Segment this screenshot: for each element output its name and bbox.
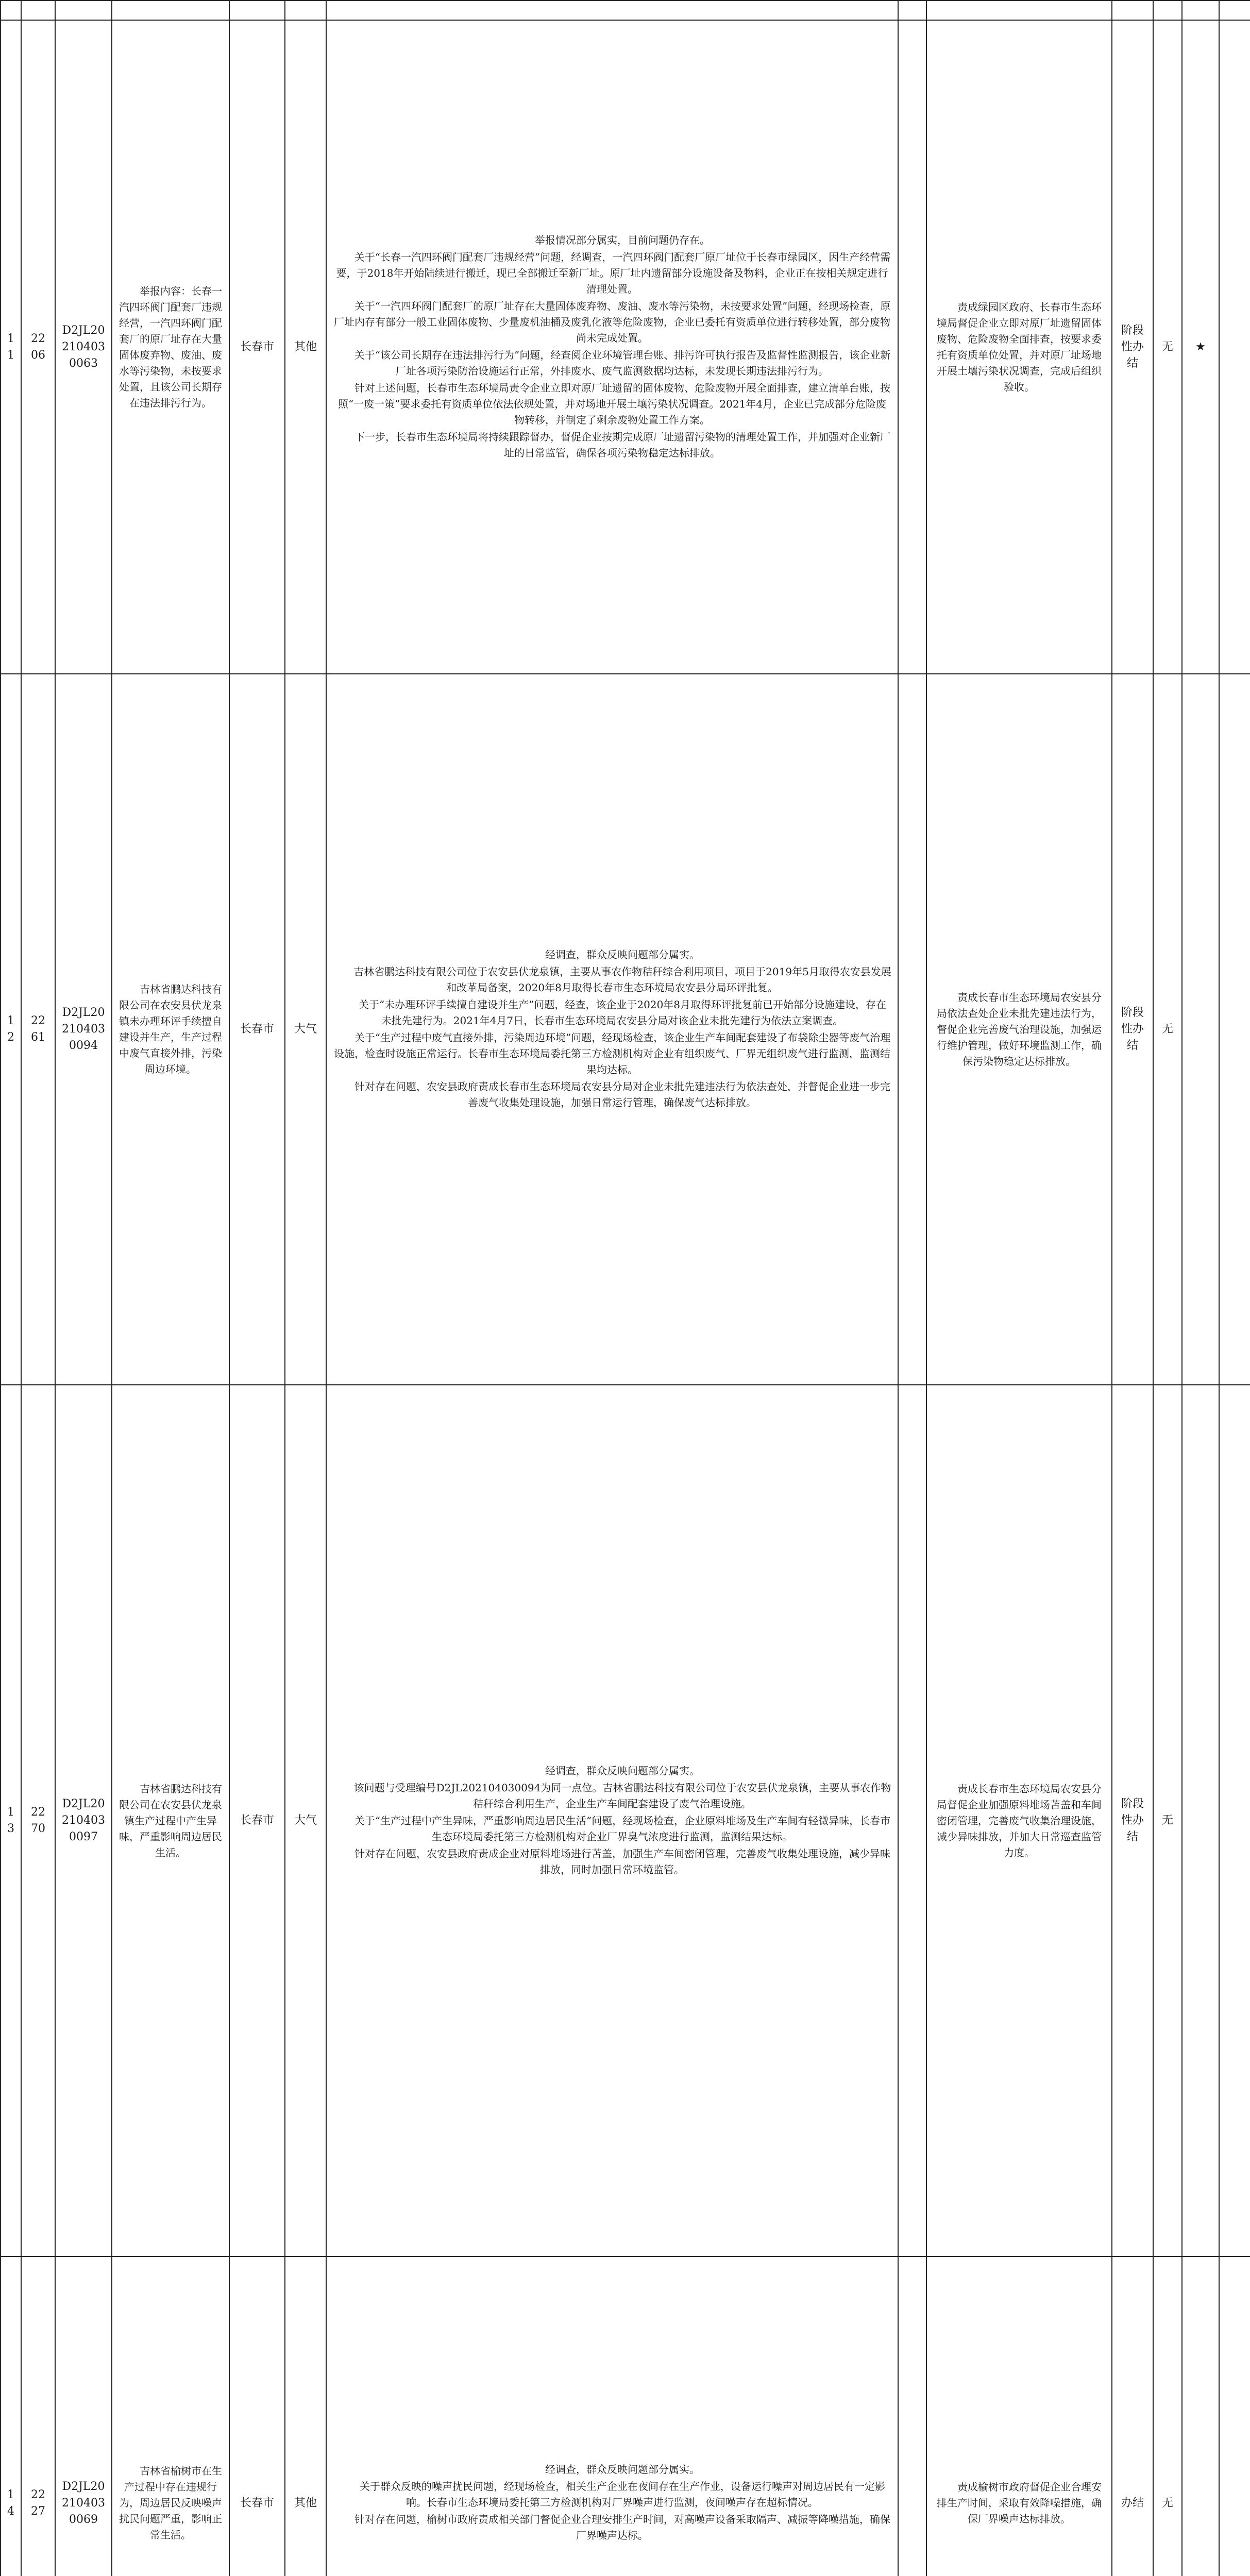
top-cell bbox=[55, 1, 112, 20]
top-cell bbox=[1153, 1, 1182, 20]
findings-paragraph: 针对存在问题，榆树市政府责成相关部门督促企业合理安排生产时间，对高噪声设备采取隔声、减振等降噪措施，确保厂界噪声达标。 bbox=[354, 2513, 890, 2542]
pollution-type: 其他 bbox=[285, 20, 326, 674]
pollution-type: 大气 bbox=[285, 1385, 326, 2257]
location: 长春市 bbox=[229, 1385, 285, 2257]
row-code: 2206 bbox=[21, 20, 55, 674]
findings-paragraph: 下一步，长春市生态环境局将持续跟踪督办，督促企业按期完成原厂址遗留污染物的清理处置工作，并加强对企业新厂址的日常监管，确保各项污染物稳定达标排放。 bbox=[354, 430, 890, 459]
top-cell bbox=[326, 1, 898, 20]
findings-paragraph: 该问题与受理编号D2JL202104030094为同一点位。吉林省鹏达科技有限公司位于农安县伏龙泉镇，主要从事农作物秸秆综合利用生产，企业生产车间配套建设了废气治理设施。 bbox=[353, 1781, 891, 1810]
findings-paragraph: 举报情况部分属实，目前问题仍存在。 bbox=[535, 233, 710, 246]
findings-paragraph: 关于“一汽四环阀门配套厂的原厂址存在大量固体废弃物、废油、废水等污染物，未按要求处置”问题，经现场检查，原厂址内存有部分一般工业固体废物、少量废机油桶及废乳化液等危险废物，企业已委托有资质单位进行转移处置，部分废物尚未完成处置。 bbox=[334, 299, 891, 344]
complaint-summary: 吉林省鹏达科技有限公司在农安县伏龙泉镇未办理环评手续擅自建设并生产，生产过程中废气直接外排，污染周边环境。 bbox=[112, 674, 229, 1385]
findings-paragraph: 关于“生产过程中产生异味，严重影响周边居民生活”问题，经现场检查，企业原料堆场及生产车间有轻微异味，长春市生态环境局委托第三方检测机构对企业厂界臭气浓度进行监测，监测结果达标。 bbox=[354, 1814, 891, 1843]
table-row bbox=[1, 2257, 1250, 2576]
accountability: 无 bbox=[1153, 674, 1182, 1385]
accountability: 无 bbox=[1153, 2257, 1182, 2576]
top-cell bbox=[21, 1, 55, 20]
remark-star: ★ bbox=[1182, 20, 1219, 674]
investigation-findings bbox=[326, 2257, 898, 2576]
completion-status: 阶段性办结 bbox=[1112, 20, 1153, 674]
row-number: 13 bbox=[1, 1385, 21, 2257]
complaint-summary: 举报内容：长春一汽四环阀门配套厂违规经营，一汽四环阀门配套厂的原厂址存在大量固体废弃物、废油、废水等污染物，未按要求处置，且该公司长期存在违法排污行为。 bbox=[112, 20, 229, 674]
findings-paragraph: 经调查，群众反映问题部分属实。 bbox=[545, 1764, 700, 1777]
row-number: 14 bbox=[1, 2257, 21, 2576]
pollution-type: 其他 bbox=[285, 2257, 326, 2576]
extra-cell bbox=[898, 20, 926, 674]
handling-measures: 责成绿园区政府、长春市生态环境局督促企业立即对原厂址遗留固体废物、危险废物全面排查，按要求委托有资质单位处置，并对原厂址场地开展土壤污染状况调查，完成后组织验收。 bbox=[926, 20, 1112, 674]
extra-cell bbox=[898, 674, 926, 1385]
case-number: D2JL202104030069 bbox=[55, 2257, 112, 2576]
remark-star bbox=[1182, 1385, 1219, 2257]
extra-cell bbox=[898, 1385, 926, 2257]
top-cell bbox=[229, 1, 285, 20]
handling-measures: 责成长春市生态环境局农安县分局督促企业加强原料堆场苫盖和车间密闭管理，完善废气收集治理设施，减少异味排放，并加大日常巡查监管力度。 bbox=[926, 1385, 1112, 2257]
handling-measures: 责成榆树市政府督促企业合理安排生产时间，采取有效降噪措施，确保厂界噪声达标排放。 bbox=[926, 2257, 1112, 2576]
investigation-findings bbox=[326, 20, 898, 674]
findings-paragraph: 针对存在问题，农安县政府责成企业对原料堆场进行苫盖，加强生产车间密闭管理，完善废气收集处理设施，减少异味排放，同时加强日常环境监管。 bbox=[354, 1847, 890, 1876]
row-number: 11 bbox=[1, 20, 21, 674]
findings-paragraph: 关于“未办理环评手续擅自建设并生产”问题，经查，该企业于2020年8月取得环评批复前已开始部分设施建设，存在未批先建行为。2021年4月7日，长春市生态环境局农安县分局对该企业未批先建行为依法立案调查。 bbox=[358, 998, 887, 1027]
remark bbox=[1219, 1385, 1250, 2257]
findings-paragraph: 关于群众反映的噪声扰民问题，经现场检查，相关生产企业在夜间存在生产作业，设备运行噪声对周边居民有一定影响。长春市生态环境局委托第三方检测机构对厂界噪声进行监测，夜间噪声存在超标情况。 bbox=[360, 2480, 885, 2509]
findings-paragraph: 关于“生产过程中废气直接外排，污染周边环境”问题，经现场检查，该企业生产车间配套建设了布袋除尘器等废气治理设施，检查时设施正常运行。长春市生态环境局委托第三方检测机构对企业有组织废气、厂界无组织废气进行监测，监测结果均达标。 bbox=[334, 1031, 891, 1076]
findings-paragraph: 针对存在问题，农安县政府责成长春市生态环境局农安县分局对企业未批先建违法行为依法查处，并督促企业进一步完善废气收集处理设施，加强日常运行管理，确保废气达标排放。 bbox=[354, 1080, 890, 1109]
top-cell bbox=[1, 1, 21, 20]
top-cell bbox=[1219, 1, 1250, 20]
case-number: D2JL202104030063 bbox=[55, 20, 112, 674]
completion-status: 阶段性办结 bbox=[1112, 1385, 1153, 2257]
remark-star bbox=[1182, 674, 1219, 1385]
handling-measures: 责成长春市生态环境局农安县分局依法查处企业未批先建违法行为，督促企业完善废气治理设施，加强运行维护管理，做好环境监测工作，确保污染物稳定达标排放。 bbox=[926, 674, 1112, 1385]
table-row bbox=[1, 674, 1250, 1385]
location: 长春市 bbox=[229, 674, 285, 1385]
top-cell bbox=[112, 1, 229, 20]
remark bbox=[1219, 20, 1250, 674]
extra-cell bbox=[898, 2257, 926, 2576]
investigation-findings bbox=[326, 674, 898, 1385]
top-cell bbox=[898, 1, 926, 20]
row-code: 2227 bbox=[21, 2257, 55, 2576]
investigation-findings bbox=[326, 1385, 898, 2257]
remark bbox=[1219, 2257, 1250, 2576]
remark bbox=[1219, 674, 1250, 1385]
completion-status: 办结 bbox=[1112, 2257, 1153, 2576]
findings-paragraph: 经调查，群众反映问题部分属实。 bbox=[545, 948, 700, 961]
findings-paragraph: 关于“该公司长期存在违法排污行为”问题，经查阅企业环境管理台账、排污许可执行报告及监督性监测报告，该企业新厂址各项污染防治设施运行正常，外排废水、废气监测数据均达标，未发现长期违法排污行为。 bbox=[354, 348, 891, 377]
findings-paragraph: 吉林省鹏达科技有限公司位于农安县伏龙泉镇，主要从事农作物秸秆综合利用项目，项目于2019年5月取得农安县发展和改革局备案，2020年8月取得长春市生态环境局农安县分局环评批复。 bbox=[353, 965, 891, 994]
top-cell bbox=[926, 1, 1112, 20]
case-number: D2JL202104030094 bbox=[55, 674, 112, 1385]
row-code: 2270 bbox=[21, 1385, 55, 2257]
findings-paragraph: 经调查，群众反映问题部分属实。 bbox=[545, 2463, 700, 2476]
top-cell bbox=[285, 1, 326, 20]
row-number: 12 bbox=[1, 674, 21, 1385]
accountability: 无 bbox=[1153, 1385, 1182, 2257]
table-row bbox=[1, 1385, 1250, 2257]
findings-paragraph: 针对上述问题，长春市生态环境局责令企业立即对原厂址遗留的固体废物、危险废物开展全面排查，建立清单台账，按照“一废一策”要求委托有资质单位依法依规处置，并对场地开展土壤污染状况调查。2021年4月，企业已完成部分危险废物转移，并制定了剩余废物处置工作方案。 bbox=[337, 381, 890, 426]
top-cell bbox=[1112, 1, 1153, 20]
pollution-type: 大气 bbox=[285, 674, 326, 1385]
location: 长春市 bbox=[229, 20, 285, 674]
complaint-summary: 吉林省鹏达科技有限公司在农安县伏龙泉镇生产过程中产生异味，严重影响周边居民生活。 bbox=[112, 1385, 229, 2257]
top-border-row bbox=[1, 1, 1250, 20]
location: 长春市 bbox=[229, 2257, 285, 2576]
top-cell bbox=[1182, 1, 1219, 20]
row-code: 2261 bbox=[21, 674, 55, 1385]
complaint-summary: 吉林省榆树市在生产过程中存在违规行为，周边居民反映噪声扰民问题严重，影响正常生活。 bbox=[112, 2257, 229, 2576]
findings-paragraph: 关于“长春一汽四环阀门配套厂违规经营”问题，经调查，一汽四环阀门配套厂原厂址位于长春市绿园区，因生产经营需要，于2018年开始陆续进行搬迁，现已全部搬迁至新厂址。原厂址内遗留部分设施设备及物料，企业正在按相关规定进行清理处置。 bbox=[336, 250, 891, 295]
remark-star bbox=[1182, 2257, 1219, 2576]
table-row bbox=[1, 20, 1250, 674]
completion-status: 阶段性办结 bbox=[1112, 674, 1153, 1385]
accountability: 无 bbox=[1153, 20, 1182, 674]
case-number: D2JL202104030097 bbox=[55, 1385, 112, 2257]
